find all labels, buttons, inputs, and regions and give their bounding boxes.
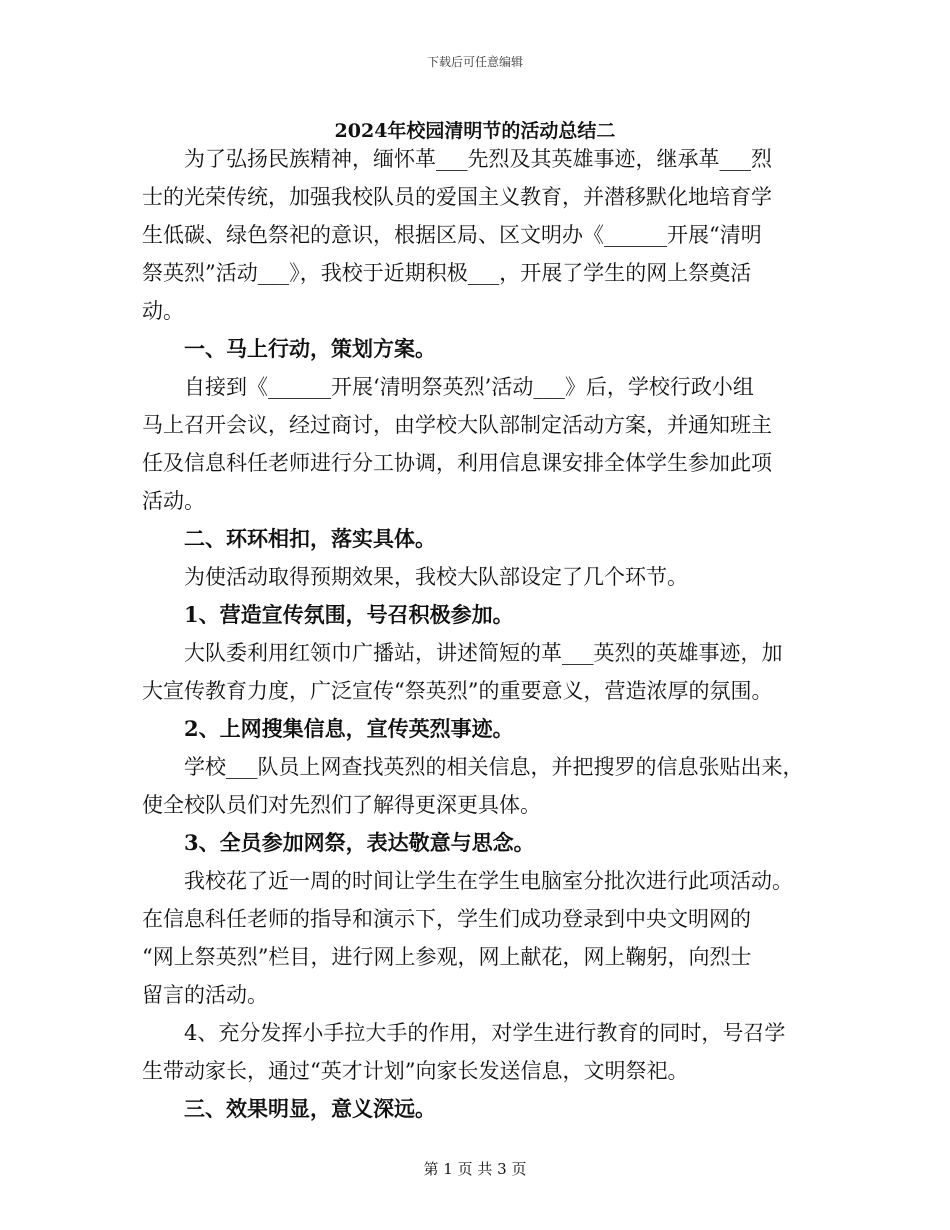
document-title: 2024年校园清明节的活动总结二: [334, 120, 616, 142]
paragraph-line: 在信息科任老师的指导和演示下，学生们成功登录到中央文明网的: [142, 907, 751, 931]
paragraph-line: 活动。: [142, 489, 205, 513]
sub-heading: 2、上网搜集信息，宣传英烈事迹。: [142, 716, 514, 741]
page-number-footer: 第 1 页 共 3 页: [423, 1160, 527, 1178]
paragraph-line: 为使活动取得预期效果，我校大队部设定了几个环节。: [142, 565, 688, 589]
paragraph-line: 生低碳、绿色祭祀的意识，根据区局、区文明办《______开展“清明: [142, 223, 762, 247]
paragraph-line: 大队委利用红领巾广播站，讲述简短的革___英烈的英雄事迹，加: [142, 641, 783, 665]
paragraph-line: “网上祭英烈”栏目，进行网上参观，网上献花，网上鞠躬，向烈士: [142, 945, 752, 969]
section-heading: 二、环环相扣，落实具体。: [142, 526, 436, 551]
sub-heading: 3、全员参加网祭，表达敬意与思念。: [142, 830, 535, 855]
paragraph-line: 我校花了近一周的时间让学生在学生电脑室分批次进行此项活动。: [142, 869, 793, 893]
paragraph-line: 任及信息科任老师进行分工协调，利用信息课安排全体学生参加此项: [142, 451, 772, 475]
paragraph-line: 动。: [142, 299, 184, 323]
paragraph-line: 大宣传教育力度，广泛宣传“祭英烈”的重要意义，营造浓厚的氛围。: [142, 679, 773, 703]
section-heading: 三、效果明显，意义深远。: [142, 1096, 436, 1121]
paragraph-line: 学校___队员上网查找英烈的相关信息，并把搜罗的信息张贴出来，: [142, 755, 804, 779]
paragraph-line: 祭英烈”活动___》，我校于近期积极___，开展了学生的网上祭奠活: [142, 261, 752, 285]
paragraph-line: 为了弘扬民族精神，缅怀革___先烈及其英雄事迹，继承革___烈: [142, 147, 772, 171]
paragraph-line: 生带动家长，通过“英才计划”向家长发送信息，文明祭祀。: [142, 1059, 689, 1083]
section-heading: 一、马上行动，策划方案。: [142, 336, 436, 361]
paragraph-line: 自接到《______开展‘清明祭英烈’活动___》后，学校行政小组: [142, 375, 754, 399]
paragraph-line: 马上召开会议，经过商讨，由学校大队部制定活动方案，并通知班主: [142, 413, 772, 437]
sub-heading: 1、营造宣传氛围，号召积极参加。: [142, 602, 514, 627]
paragraph-line: 士的光荣传统，加强我校队员的爱国主义教育，并潜移默化地培育学: [142, 185, 772, 209]
header-note: 下载后可任意编辑: [426, 55, 523, 69]
paragraph-line: 使全校队员们对先烈们了解得更深更具体。: [142, 793, 541, 817]
paragraph-line: 4、充分发挥小手拉大手的作用，对学生进行教育的同时，号召学: [142, 1021, 786, 1045]
paragraph-line: 留言的活动。: [142, 983, 268, 1007]
